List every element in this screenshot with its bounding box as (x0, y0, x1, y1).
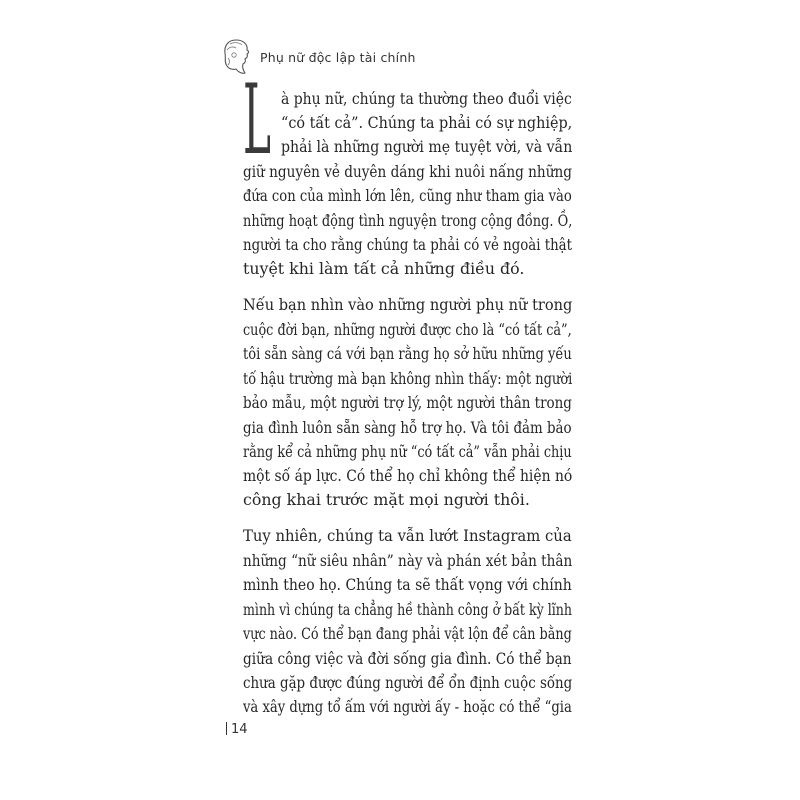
page-number-text: 14 (231, 722, 248, 737)
paragraph-line: vực nào. Có thể bạn đang phải vật lộn để cân bằng (243, 624, 572, 643)
paragraph-line: và xây dựng tổ ấm với người ấy - hoặc có thể “gia (243, 697, 572, 716)
paragraph-line: gia đình luôn sẵn sàng hỗ trợ họ. Và tôi đảm bảo (243, 418, 572, 437)
paragraph-line: một số áp lực. Có thể họ chỉ không thể hiện nó (243, 466, 573, 485)
paragraph-line: giữa công việc và đời sống gia đình. Có thể bạn (243, 649, 572, 668)
paragraph-line: giữ nguyên vẻ duyên dáng khi nuôi nấng những (243, 162, 572, 181)
paragraph-line: cuộc đời bạn, những người được cho là “có tất cả”, (243, 320, 572, 339)
paragraph-line: Tuy nhiên, chúng ta vẫn lướt Instagram của (243, 526, 572, 545)
running-title: Phụ nữ độc lập tài chính (260, 50, 416, 65)
paragraph-line: công khai trước mặt mọi người thôi. (243, 490, 530, 509)
paragraph-line: rằng kể cả những phụ nữ “có tất cả” vẫn phải chịu (243, 442, 572, 461)
paragraph-line: những hoạt động tình nguyện trong cộng đồng. Ồ, (243, 211, 573, 230)
folio-rule (226, 722, 227, 735)
paragraph-line: à phụ nữ, chúng ta thường theo đuổi việc (281, 89, 572, 108)
drop-cap-letter: L (243, 64, 271, 176)
paragraph-line: bảo mẫu, một người trợ lý, một người thân trong (243, 393, 572, 412)
paragraph-line: Nếu bạn nhìn vào những người phụ nữ trong (243, 295, 573, 314)
paragraph-line: phải là những người mẹ tuyệt vời, và vẫn (281, 137, 573, 156)
paragraph-line: tố hậu trường mà bạn không nhìn thấy: một người (243, 369, 573, 388)
paragraph-line: người ta cho rằng chúng ta phải có vẻ ngoài thật (243, 235, 572, 254)
drop-cap (242, 64, 272, 176)
paragraph-line: tôi sẵn sàng cá với bạn rằng họ sở hữu những yếu (243, 344, 572, 363)
paragraph-line: tuyệt khi làm tất cả những điều đó. (243, 259, 525, 278)
page-number (226, 722, 248, 737)
paragraph-line: những “nữ siêu nhân” này và phán xét bản thân (243, 551, 573, 570)
paragraph-line: mình theo họ. Chúng ta sẽ thất vọng với chính (243, 575, 572, 594)
paragraph-line: chưa gặp được đúng người để ổn định cuộc sống (243, 673, 573, 692)
paragraph-line: “có tất cả”. Chúng ta phải có sự nghiệp, (281, 113, 573, 132)
paragraph-line: đứa con của mình lớn lên, cũng như tham gia vào (243, 186, 572, 205)
paragraph-line: mình vì chúng ta chẳng hề thành công ở bất kỳ lĩnh (243, 600, 572, 619)
